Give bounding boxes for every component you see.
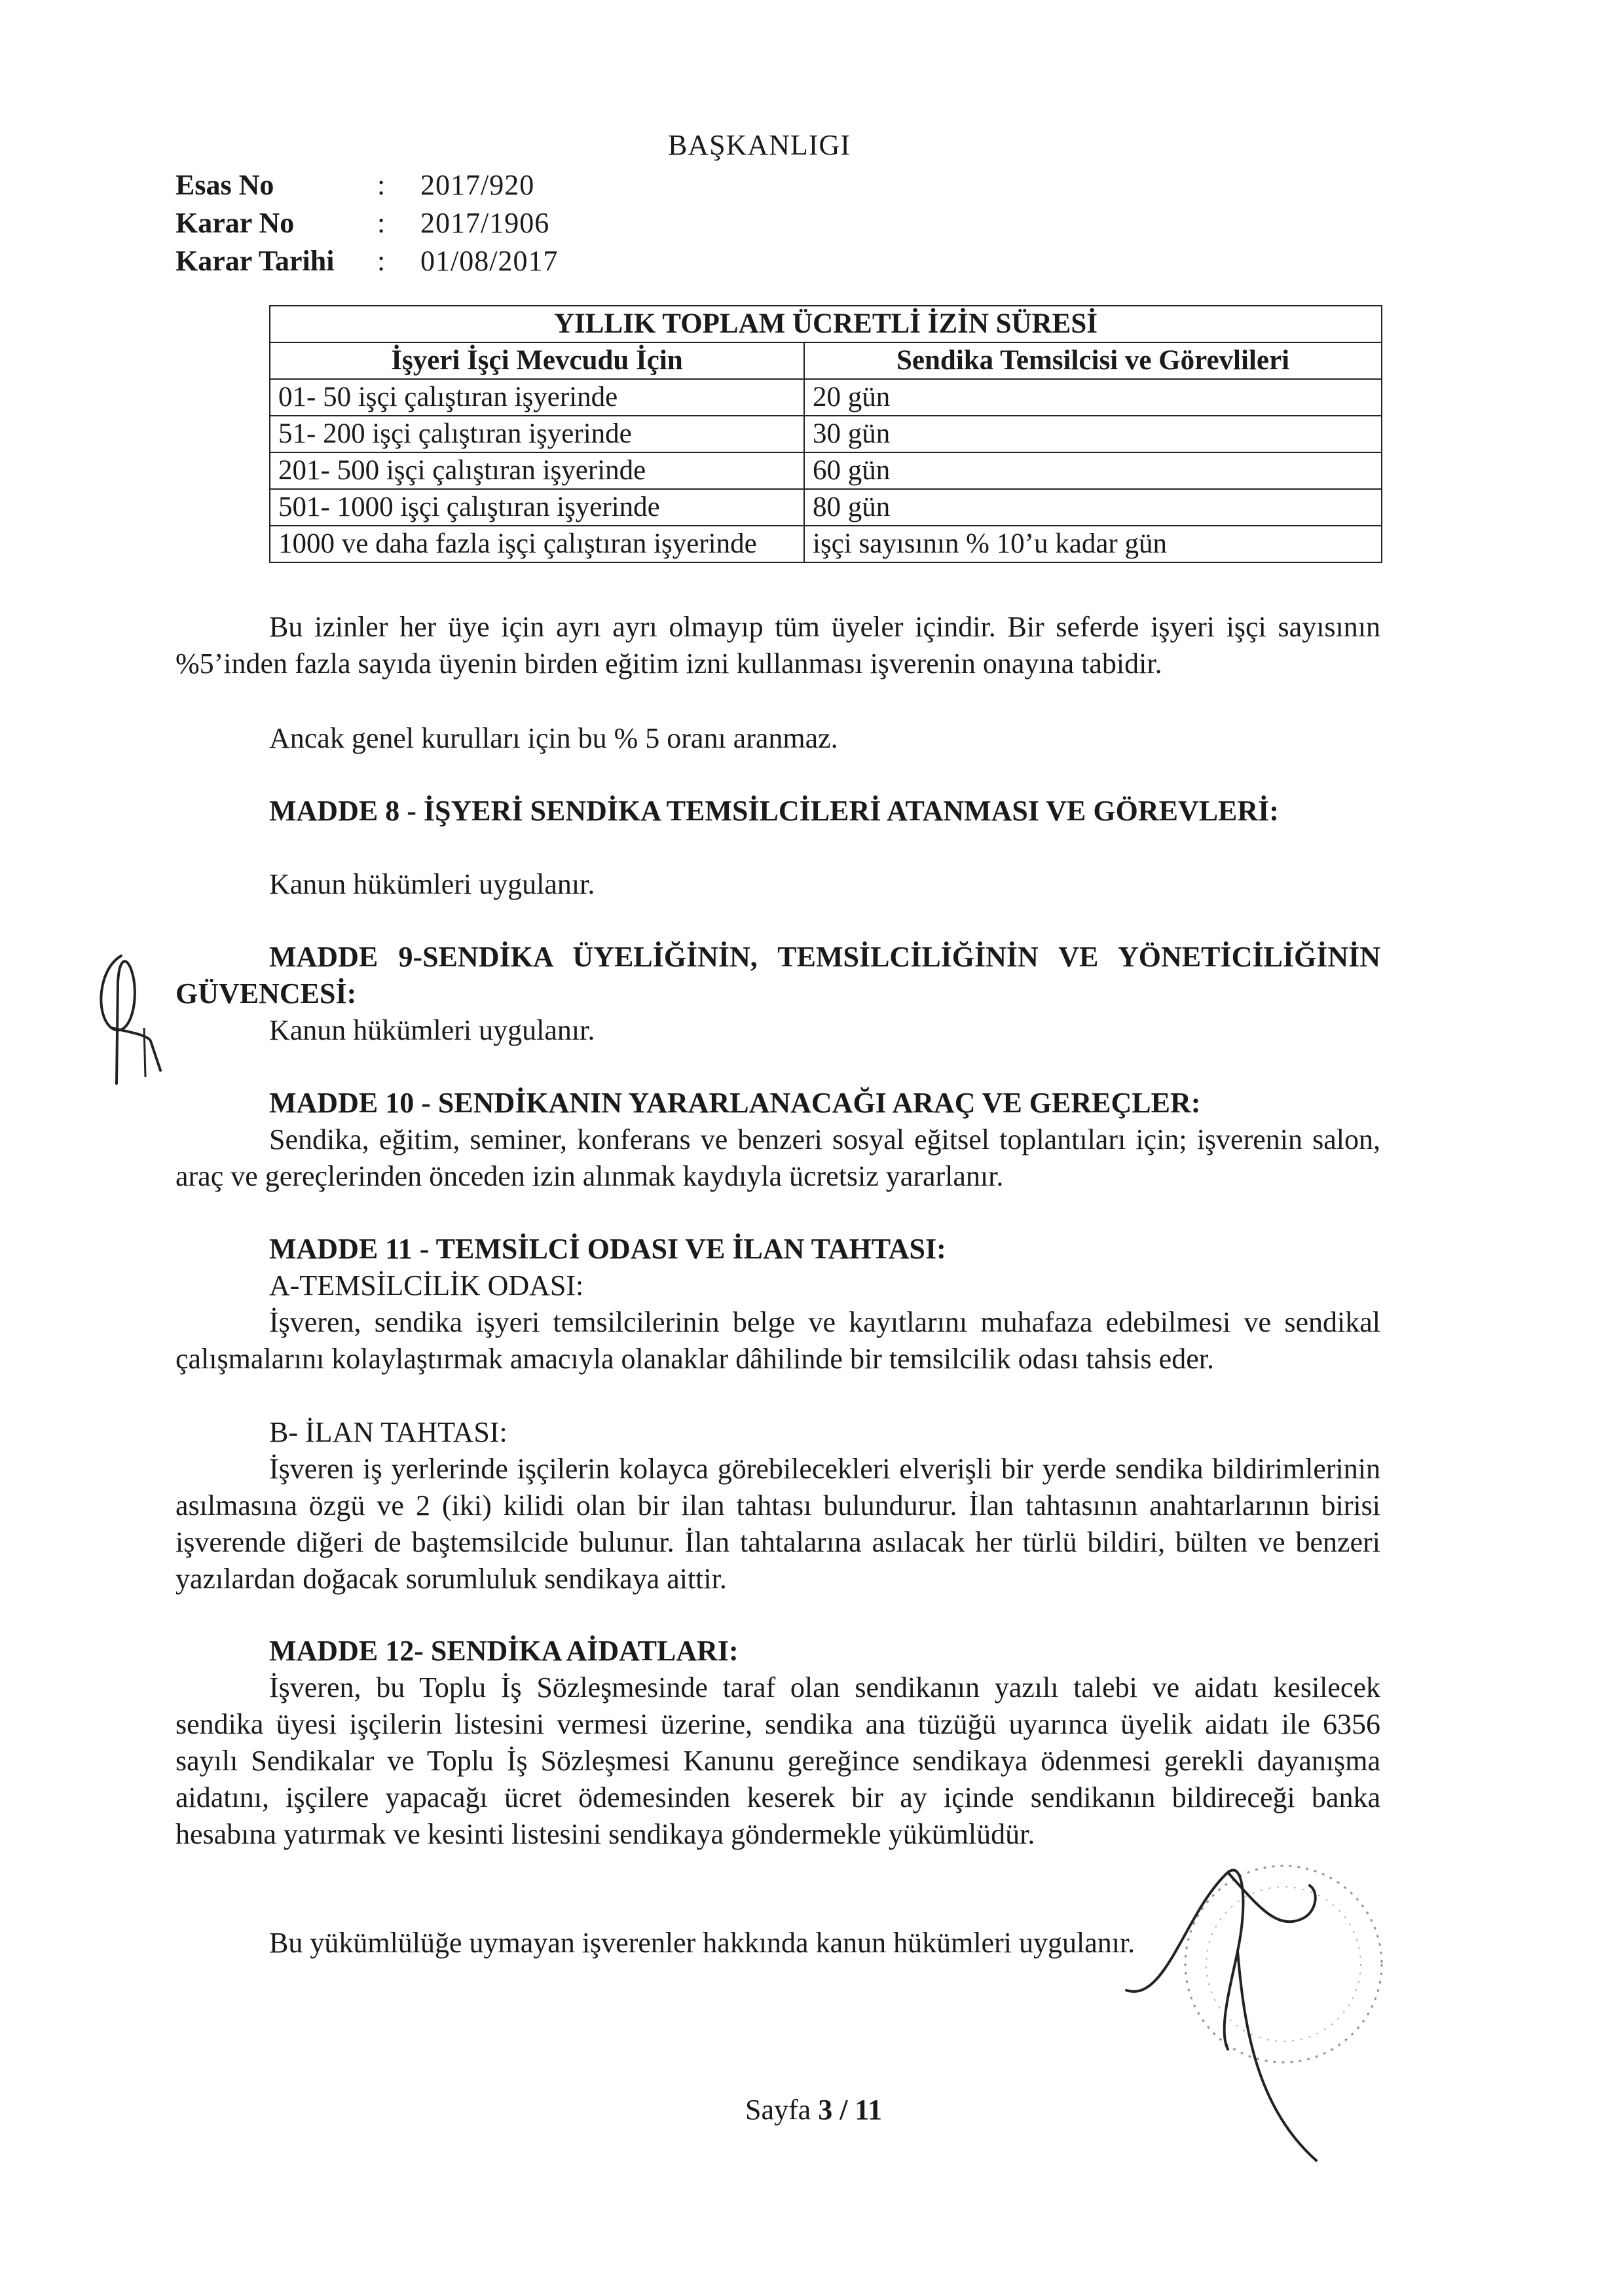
- page-current: 3: [818, 2094, 833, 2126]
- madde-12-body: İşveren, bu Toplu İş Sözleşmesinde taraf olan sendikanın yazılı talebi ve aidatı kesilecek sendika üyesi işçilerin listesini vermesi üzerine, sendika ana tüzüğü uyarınca üyelik aidatı ile 6356 sayılı Sendikalar ve Toplu İş Sözleşmesi Kanunu gereğince sendikaya ödenmesi gerekli dayanışma aidatını, işçilere yapacağı ücret ödemesinden keserek bir ay içinde sendikanın bildireceği banka hesabına yatırmak ve kesinti listesini sendikaya göndermekle yükümlüdür.: [175, 1671, 1380, 1850]
- margin-initial-signature: [85, 943, 177, 1093]
- stamp-signature: [1087, 1833, 1428, 2174]
- table-cell: 01- 50 işçi çalıştıran işyerinde: [270, 379, 804, 416]
- meta-colon: :: [377, 207, 386, 239]
- case-meta: [175, 166, 558, 280]
- page-number: [745, 2093, 882, 2126]
- meta-label: Karar No: [175, 207, 295, 239]
- madde-11-sub-b: B- İLAN TAHTASI:: [269, 1416, 507, 1448]
- page-prefix: Sayfa: [745, 2094, 819, 2126]
- madde-12-closing: Bu yükümlülüğe uymayan işverenler hakkında kanun hükümleri uygulanır.: [269, 1927, 1135, 1959]
- table-cell: işçi sayısının % 10’u kadar gün: [804, 526, 1382, 562]
- table-cell: 51- 200 işçi çalıştıran işyerinde: [270, 416, 804, 452]
- meta-value: 01/08/2017: [420, 245, 559, 277]
- meta-row-tarih: [175, 242, 558, 280]
- madde-8-heading: MADDE 8 - İŞYERİ SENDİKA TEMSİLCİLERİ ATANMASI VE GÖREVLERİ:: [269, 795, 1279, 827]
- table-title: YILLIK TOPLAM ÜCRETLİ İZİN SÜRESİ: [270, 306, 1382, 342]
- meta-label: Esas No: [175, 169, 274, 201]
- madde-9-heading: MADDE 9-SENDİKA ÜYELİĞİNİN, TEMSİLCİLİĞİNİN VE YÖNETİCİLİĞİNİN GÜVENCESİ:: [175, 941, 1380, 1010]
- madde-11-body-a: İşveren, sendika işyeri temsilcilerinin belge ve kayıtlarını muhafaza edebilmesi ve sendikal çalışmalarını kolaylaştırmak amacıyla olanaklar dâhilinde bir temsilcilik odası tahsis eder.: [175, 1306, 1380, 1375]
- table-row: [270, 379, 1382, 416]
- madde-8-body: Kanun hükümleri uygulanır.: [269, 868, 595, 900]
- page-total: 11: [855, 2094, 882, 2126]
- madde-10-heading: MADDE 10 - SENDİKANIN YARARLANACAĞI ARAÇ VE GEREÇLER:: [269, 1087, 1201, 1119]
- meta-value: 2017/920: [420, 169, 535, 201]
- leave-table: [269, 305, 1382, 563]
- table-cell: 201- 500 işçi çalıştıran işyerinde: [270, 452, 804, 489]
- meta-row-esas: [175, 166, 558, 204]
- table-row: [270, 526, 1382, 562]
- leave-note-exception: Ancak genel kurulları için bu % 5 oranı aranmaz.: [269, 722, 838, 754]
- madde-10-body: Sendika, eğitim, seminer, konferans ve benzeri sosyal eğitsel toplantıları için; işverenin salon, araç ve gereçlerinden önceden izin alınmak kaydıyla ücretsiz yararlanır.: [175, 1123, 1380, 1192]
- madde-12-heading: MADDE 12- SENDİKA AİDATLARI:: [269, 1635, 739, 1667]
- table-cell: 501- 1000 işçi çalıştıran işyerinde: [270, 489, 804, 526]
- page-separator: /: [832, 2094, 855, 2126]
- madde-11-body-b: İşveren iş yerlerinde işçilerin kolayca görebilecekleri elverişli bir yerde sendika bildirimlerinin asılmasına özgü ve 2 (iki) kilidi olan bir ilan tahtası bulundurur. İlan tahtasının anahtarlarının birisi işverende diğeri de baştemsilcide bulunur. İlan tahtalarına asılacak her türlü bildiri, bülten ve benzeri yazılardan doğacak sorumluluk sendikaya aittir.: [175, 1453, 1380, 1595]
- table-header: Sendika Temsilcisi ve Görevlileri: [804, 342, 1382, 379]
- madde-11-sub-a: A-TEMSİLCİLİK ODASI:: [269, 1269, 584, 1302]
- meta-label: Karar Tarihi: [175, 245, 335, 277]
- meta-colon: :: [377, 245, 386, 277]
- meta-value: 2017/1906: [420, 207, 550, 239]
- table-row: [270, 489, 1382, 526]
- table-cell: 60 gün: [804, 452, 1382, 489]
- table-cell: 20 gün: [804, 379, 1382, 416]
- madde-9-body: Kanun hükümleri uygulanır.: [269, 1014, 595, 1046]
- meta-colon: :: [377, 169, 386, 201]
- table-header-row: [270, 342, 1382, 379]
- table-cell: 80 gün: [804, 489, 1382, 526]
- table-cell: 1000 ve daha fazla işçi çalıştıran işyerinde: [270, 526, 804, 562]
- table-row: [270, 416, 1382, 452]
- table-cell: 30 gün: [804, 416, 1382, 452]
- header-title: BAŞKANLIGI: [668, 129, 851, 161]
- leave-note-paragraph: Bu izinler her üye için ayrı ayrı olmayıp tüm üyeler içindir. Bir seferde işyeri işçi sayısının %5’inden fazla sayıda üyenin birden eğitim izni kullanması işverenin onayına tabidir.: [175, 611, 1380, 680]
- table-header: İşyeri İşçi Mevcudu İçin: [270, 342, 804, 379]
- table-title-row: [270, 306, 1382, 342]
- madde-11-heading: MADDE 11 - TEMSİLCİ ODASI VE İLAN TAHTASI:: [269, 1233, 946, 1265]
- table-row: [270, 452, 1382, 489]
- meta-row-karar: [175, 204, 558, 242]
